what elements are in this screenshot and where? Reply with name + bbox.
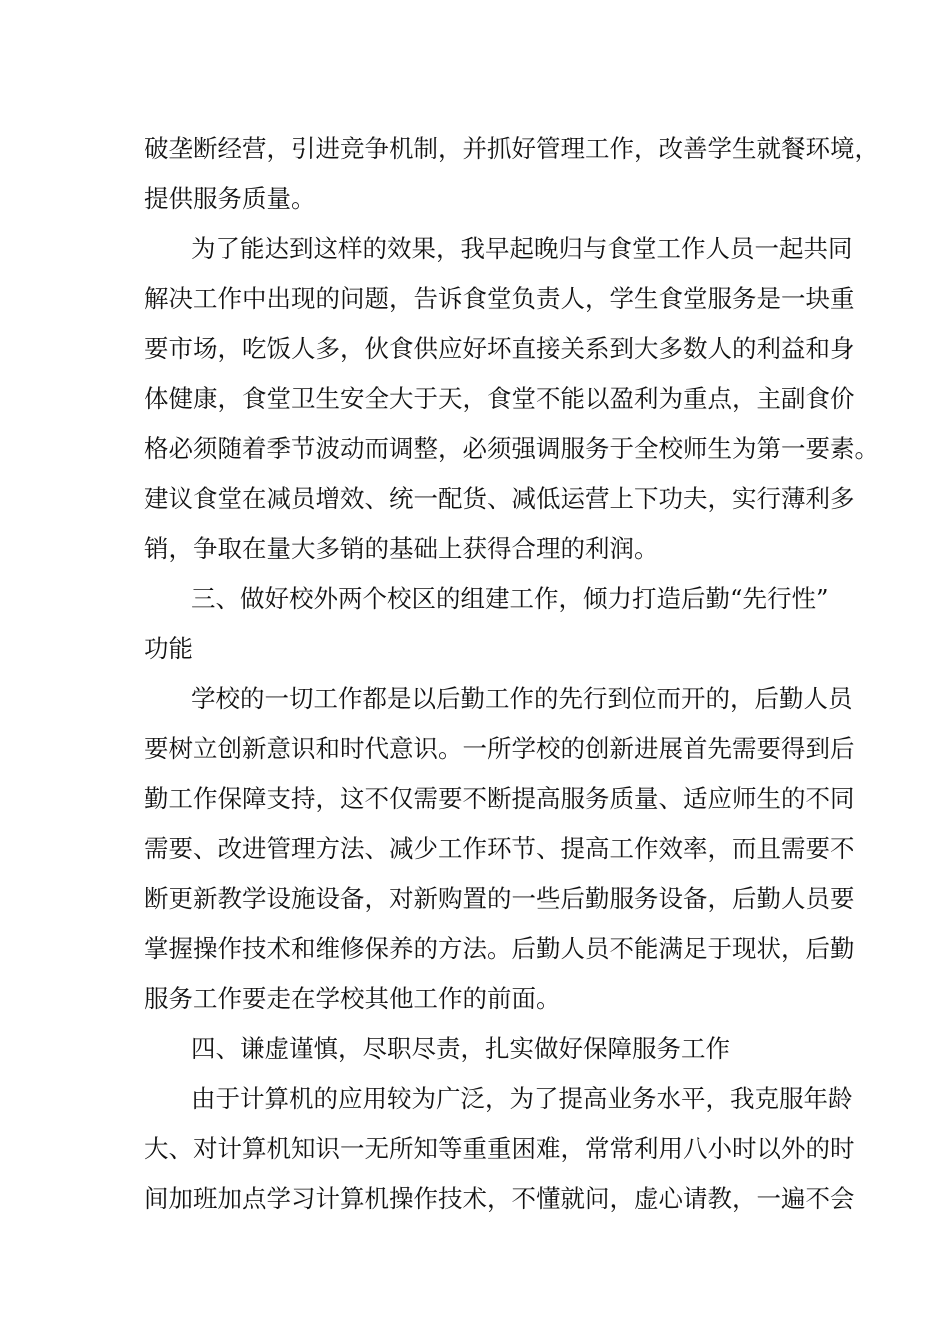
text-line: 解决工作中出现的问题，告诉食堂负责人，学生食堂服务是一块重 — [144, 284, 855, 313]
text-line: 要市场，吃饭人多，伙食供应好坏直接关系到大多数人的利益和身 — [144, 334, 855, 363]
text-line: 掌握操作技术和维修保养的方法。后勤人员不能满足于现状，后勤 — [144, 934, 855, 963]
text-line: 由于计算机的应用较为广泛，为了提高业务水平，我克服年龄 — [191, 1084, 853, 1113]
text-line: 间加班加点学习计算机操作技术，不懂就问，虚心请教，一遍不会 — [144, 1184, 855, 1213]
section-heading-continuation: 功能 — [144, 634, 193, 663]
text-line: 格必须随着季节波动而调整，必须强调服务于全校师生为第一要素。 — [144, 434, 879, 463]
text-line: 断更新教学设施设备，对新购置的一些后勤服务设备，后勤人员要 — [144, 884, 855, 913]
section-heading: 三、做好校外两个校区的组建工作，倾力打造后勤“先行性” — [191, 584, 829, 613]
text-line: 为了能达到这样的效果，我早起晚归与食堂工作人员一起共同 — [191, 234, 853, 263]
text-line: 大、对计算机知识一无所知等重重困难，常常利用八小时以外的时 — [144, 1134, 855, 1163]
text-line: 学校的一切工作都是以后勤工作的先行到位而开的，后勤人员 — [191, 684, 853, 713]
text-line: 体健康，食堂卫生安全大于天，食堂不能以盈利为重点，主副食价 — [144, 384, 855, 413]
text-line: 破垄断经营，引进竞争机制，并抓好管理工作，改善学生就餐环境， — [144, 134, 879, 163]
text-line: 勤工作保障支持，这不仅需要不断提高服务质量、适应师生的不同 — [144, 784, 855, 813]
text-line: 服务工作要走在学校其他工作的前面。 — [144, 984, 561, 1013]
section-heading: 四、谦虚谨慎，尽职尽责，扎实做好保障服务工作 — [191, 1034, 730, 1063]
text-line: 提供服务质量。 — [144, 184, 316, 213]
text-line: 建议食堂在减员增效、统一配货、减低运营上下功夫，实行薄利多 — [144, 484, 855, 513]
text-line: 销，争取在量大多销的基础上获得合理的利润。 — [144, 534, 659, 563]
text-line: 需要、改进管理方法、减少工作环节、提高工作效率，而且需要不 — [144, 834, 855, 863]
body-text — [144, 124, 879, 1224]
text-line: 要树立创新意识和时代意识。一所学校的创新进展首先需要得到后 — [144, 734, 855, 763]
